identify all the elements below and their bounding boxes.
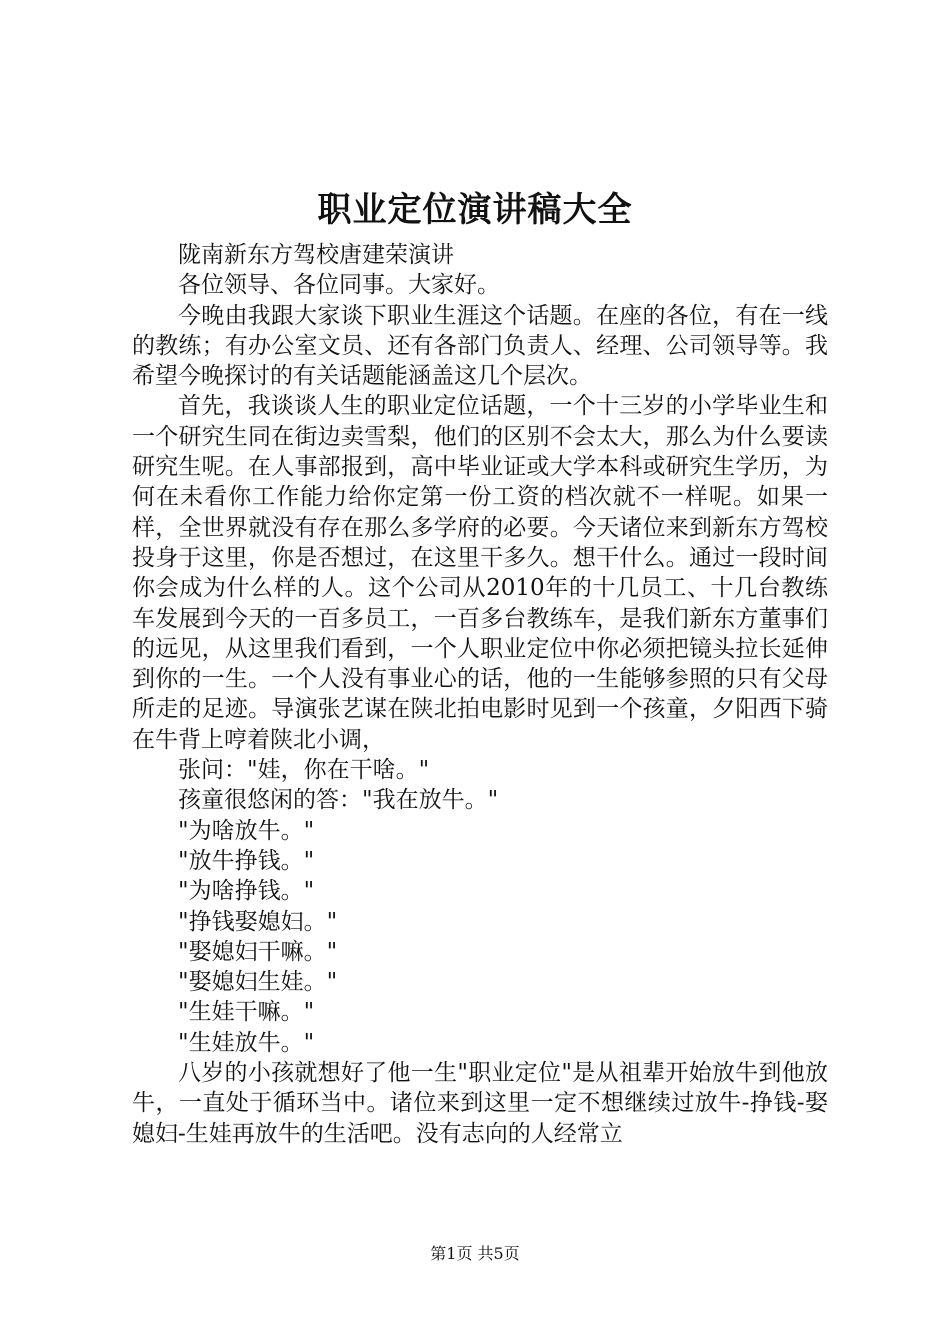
- paragraph-intro: 今晚由我跟大家谈下职业生涯这个话题。在座的各位，有在一线的教练；有办公室文员、还有各部门负责人、经理、公司领导等。我希望今晚探讨的有关话题能涵盖这几个层次。: [132, 302, 828, 390]
- document-title: 职业定位演讲稿大全: [317, 190, 633, 230]
- dialogue-line: "娶媳妇干嘛。": [178, 938, 338, 965]
- dialogue-line: "为啥挣钱。": [178, 878, 315, 905]
- dialogue-line: 张问："娃，你在干啥。": [178, 757, 430, 784]
- paragraph-career-positioning: 首先，我谈谈人生的职业定位话题，一个十三岁的小学毕业生和一个研究生同在街边卖雪梨，他们的区别不会太大，那么为什么要读研究生呢。在人事部报到，高中毕业证或大学本科或研究生学历，为何在未看你工作能力给你定第一份工资的档次就不一样呢。如果一样，全世界就没有存在那么多学府的必要。今天诸位来到新东方驾校投身于这里，你是否想过，在这里干多久。想干什么。通过一段时间你会成为什么样的人。这个公司从2010年的十几员工、十几台教练车发展到今天的一百多员工，一百多台教练车，是我们新东方董事们的远见，从这里我们看到，一个人职业定位中你必须把镜头拉长延伸到你的一生。一个人没有事业心的话，他的一生能够参照的只有父母所走的足迹。导演张艺谋在陕北拍电影时见到一个孩童，夕阳西下骑在牛背上哼着陕北小调，: [132, 393, 828, 753]
- document-body: [132, 240, 828, 1149]
- paragraph-reflection: 八岁的小孩就想好了他一生"职业定位"是从祖辈开始放牛到他放牛，一直处于循环当中。诸位来到这里一定不想继续过放牛-挣钱-娶媳妇-生娃再放牛的生活吧。没有志向的人经常立: [132, 1060, 828, 1147]
- dialogue-line: "挣钱娶媳妇。": [178, 908, 338, 935]
- author-line: 陇南新东方驾校唐建荣演讲: [178, 242, 454, 268]
- dialogue-line: "生娃干嘛。": [178, 999, 315, 1026]
- dialogue-line: "娶媳妇生娃。": [178, 969, 338, 996]
- dialogue-line: "放牛挣钱。": [178, 847, 315, 874]
- dialogue-line: "生娃放牛。": [178, 1029, 315, 1056]
- page-footer: 第1页 共5页: [430, 1244, 520, 1263]
- greeting-line: 各位领导、各位同事。大家好。: [178, 272, 500, 299]
- dialogue-line: "为啥放牛。": [178, 817, 315, 844]
- dialogue-line: 孩童很悠闲的答："我在放牛。": [178, 787, 499, 814]
